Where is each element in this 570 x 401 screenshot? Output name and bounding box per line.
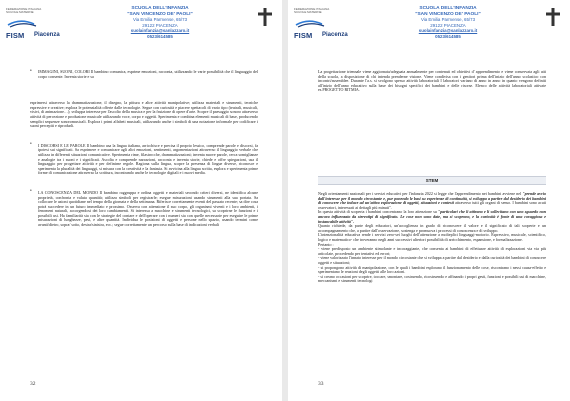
school-phone: 0523/614585 xyxy=(435,33,461,39)
school-name-line2: "SAN VINCENZO DE' PAOLI" xyxy=(415,11,481,17)
stem-list-item: - si propongono attività di manipolazione, con le quali i bambini esplorano il funzionamento delle cose, riscontrano i nessi causa-effetto e sperimentano le reazioni degli oggetti alle loro azioni. xyxy=(318,264,546,275)
fism-logo xyxy=(6,8,66,46)
school-address: Via Emilia Parmense, 65/73 xyxy=(132,17,188,23)
logo-city: Piacenza xyxy=(34,32,60,38)
page-number-right: 33 xyxy=(318,381,324,387)
school-name-line1: SCUOLA DELL'INFANZIA xyxy=(419,6,477,11)
logo-name: FISM xyxy=(294,31,313,40)
logo-federation-line1: FEDERAZIONE ITALIANA xyxy=(6,7,42,11)
fism-logo-mark-icon xyxy=(294,18,354,40)
fism-logo xyxy=(294,8,354,46)
school-email-link[interactable]: suolainfanzia@sanlazzaro.it xyxy=(418,28,478,34)
stem-p2-quote: "particolari che li attirano e li sollecitano con uno sguardo non ancora influenzato da stereotipi di significato. Le cose non sono date, ma si scoprono, e la curiosità è fonte di una coraggiosa e instancabile attività". xyxy=(318,209,546,224)
fism-logo-mark-icon xyxy=(6,18,66,40)
progettazione-paragraph-block xyxy=(318,70,546,93)
stem-paragraph-1 xyxy=(318,192,546,210)
logo-federation-line1: FEDERAZIONE ITALIANA xyxy=(294,7,330,11)
left-page-body xyxy=(30,70,258,228)
stem-list-item: - si creano occasioni per scoprire, toccare, smontare, costruendo, ricostruendo e affinando i propri gesti, funzioni e possibili usi di macchine, meccanismi e strumenti tecnologi xyxy=(318,273,546,284)
section-discorsi-parole: • I DISCORSI E LE PAROLE Il bambino usa la lingua italiana, arricchisce e precisa il proprio lessico, comprende parole e discorsi, fa ipotesi sui significati. Sa esprimere e comunicare agli altri emozioni, sentimenti, argomentazioni attraverso il linguaggio verbale che utilizza in differenti situazioni comunicative. Sperimenta rime, filastrocche, drammatizzazioni; inventa nuove parole, cerca somiglianze e analogie tra i suoni e i significati. Ascolta e comprende narrazioni, racconta e inventa storie, chiede e offre spiegazioni, usa il linguaggio per progettare attività e per definirne regole. Ragiona sulla lingua, scopre la presenza di lingue diverse, riconosce e sperimenta la pluralità dei linguaggi, si misura con la creatività e la fantasia. Si avvicina alla lingua scritta, esplora e sperimenta prime forme di comunicazione attraverso la scrittura, incontrando anche le tecnologie digitali e i nuovi media. xyxy=(30,144,258,176)
section-conoscenza-mondo: • LA CONOSCENZA DEL MONDO Il bambino raggruppa e ordina oggetti e materiali secondo criteri diversi, ne identifica alcune proprietà, confronta e valuta quantità; utilizza simboli per registrarle; esegue misurazioni usando strumenti alla sua portata. Sa collocare le azioni quotidiane nel tempo della giornata e della settimana. Riferisce correttamente eventi del passato recente; sa dire cosa potrà succedere in un futuro immediato e prossimo. Osserva con attenzione il suo corpo, gli organismi viventi e i loro ambienti, i fenomeni naturali, accorgendosi dei loro cambiamenti. Si interessa a macchine e strumenti tecnologici, sa scoprirne le funzioni e i possibili usi. Ha familiarità sia con le strategie del contare e dell'operare con i numeri sia con quelle necessarie per eseguire le prime misurazioni di lunghezze, pesi, e altre quantità. Individua le posizioni di oggetti e persone nello spazio, usando termini come avanti/dietro, sopra/ sotto, destra/sinistra, ecc.; segue correttamente un percorso sulla base di indicazioni verbali xyxy=(30,191,258,228)
left-page xyxy=(0,0,282,401)
cross-icon xyxy=(546,8,560,26)
school-phone: 0523/614585 xyxy=(147,33,173,39)
cross-icon xyxy=(258,8,272,26)
stem-list-item: - viene valorizzato l'innato interesse per il mondo circostante che si sviluppa a partire dal desiderio e dalla curiosità dei bambini di conoscere oggetti e situazioni; xyxy=(318,255,546,265)
stem-p1-intro: Negli orientamenti nazionali per i servizi educativi per l'infanzia 2022 si legge che l'apprendimento nei bambini avviene nel xyxy=(318,191,522,196)
letterhead-right xyxy=(288,4,570,54)
letterhead-left xyxy=(0,4,282,54)
school-name-line2: "SAN VINCENZO DE' PAOLI" xyxy=(127,11,193,17)
stem-paragraph-3: Quanto richiede, da parte degli educatori, un'accoglienza in grado di riconoscere il valore e il significato di tali scoperte e un accompagnamento che, a partire dall'osservazione, sostenga e promuova i processi di conoscenza e di sviluppo. xyxy=(318,223,546,233)
stem-paragraph-4: L'intenzionalità educativa rende i servizi zero-sei luoghi dell'attenzione a molteplici linguaggi-motorio. Espressivo, musicale, scientifico, logico e matematico- che troveranno negli anni successivi ulteriori possibilità di arricchimento, espansione, e formalizzazione. xyxy=(318,232,546,242)
stem-p1-quote: "prende avvio dall'interesse per il mondo circostante e, pur ponendo le basi su esperienze di continuità, si sviluppa a partire dal desiderio dei bambini di conoscere che induce ad un'attiva esplorazione di oggetti, situazioni e contesti xyxy=(318,191,546,206)
school-address: Via Emilia Parmense, 65/73 xyxy=(420,17,476,23)
logo-name: FISM xyxy=(6,31,25,40)
logo-federation-line2: SCUOLE MATERNE xyxy=(294,10,322,15)
school-email-link[interactable]: suolainfanzia@sanlazzaro.it xyxy=(130,28,190,34)
stem-pertanto: Pertanto : xyxy=(318,241,334,247)
stem-p1-tail: attraverso tutti gli organi di senso. I bambini sono acuti osservatori, interessati ai dettagli più minuti". xyxy=(318,200,546,210)
stem-p2-intro: In questa attività di scoperta i bambini concentrano la loro attenzione su xyxy=(318,209,437,215)
page-number-left: 32 xyxy=(30,381,36,387)
right-page xyxy=(288,0,570,401)
section-immagini-continuation: esprimersi attraverso la drammatizzazione, il disegno, la pittura e altre attività manipolative; utilizza materiali e strumenti, tecniche espressive e creative; esplora le potenzialità offerte dalle tecnologie. Segue con curiosità e piacere spettacoli di vario tipo (teatrali, musicali, visivi, di animazione…); sviluppa interesse per l'ascolto della musica e per la fruizione di opere d'arte. Scopre il paesaggio sonoro attraverso attività di percezione e produzione musicale utilizzando voce, corpo e oggetti. Sperimenta e combina elementi musicali di base, producendo semplici sequenze sonoromusicali. Esplora i primi alfabeti musicali, utilizzando anche i simboli di una notazione informale per codificare i suoni percepiti e riprodurli. xyxy=(30,100,258,129)
school-header xyxy=(100,6,220,40)
logo-city: Piacenza xyxy=(322,32,348,38)
school-name-line1: SCUOLA DELL'INFANZIA xyxy=(131,6,189,11)
stem-section-body xyxy=(318,192,546,284)
section-immagini-suoni-colori: • IMMAGINI, SUONI, COLORI Il bambino comunica, esprime emozioni, racconta, utilizzando le varie possibilità che il linguaggio del corpo consente. Inventa storie e sa xyxy=(30,70,258,79)
stem-section-header: STEM xyxy=(318,176,546,185)
school-cap: 29122 PIACENZA xyxy=(430,22,466,28)
stem-list-item: - viene predisposto un ambiente stimolante e incoraggiante, che consenta ai bambini di effettuare attività di esplorazioni via via più articolate, procedendo per tentativi ed errori; xyxy=(318,246,546,256)
stem-paragraph-2 xyxy=(318,210,546,224)
school-cap: 29122 PIACENZA xyxy=(142,22,178,28)
logo-federation-line2: SCUOLE MATERNE xyxy=(6,10,34,15)
school-header xyxy=(388,6,508,40)
progettazione-paragraph: La progettazione triennale viene aggiornata/adeguata annualmente per contenuti ed obiettivi d' apprendimento e viene conservata agli atti della scuola, a disposizione di chi intenda prenderne visione. Viene condivisa con i genitori prima dell'inizio dell'anno scolastico con incontri/assemblee. Durante l'a.s. si svolgono spesso attività laboratoriali I laboratori variano di anno in anno in quanto vengono definiti all'inizio dell'anno educativo sulla base dei bisogni specifici dei bambini e delle risorse. Elenco delle attività laboratoriali attivate es.PROGETTO RITMIA. xyxy=(318,69,546,93)
